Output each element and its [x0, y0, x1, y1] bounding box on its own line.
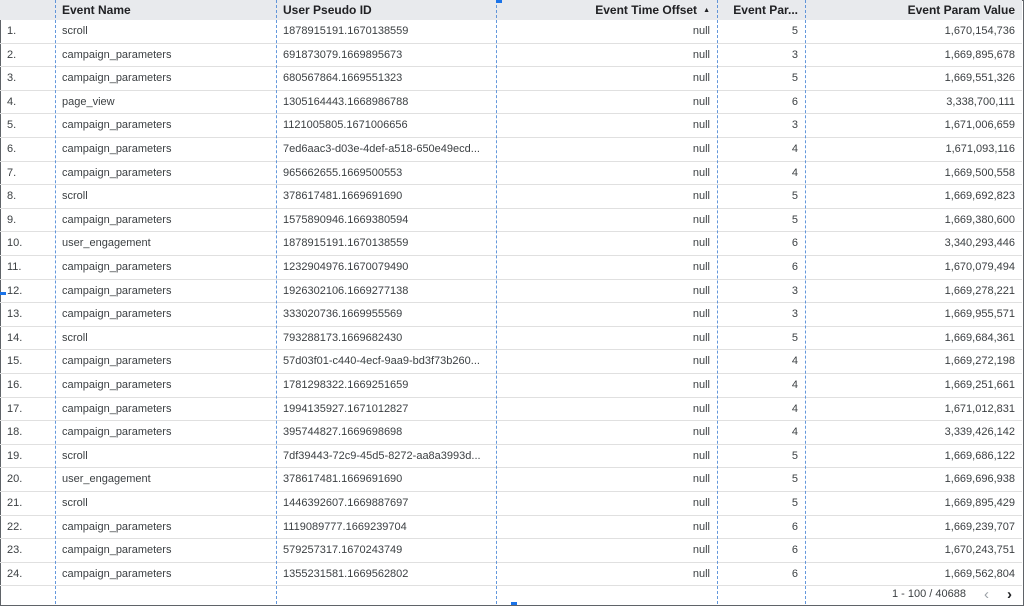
cell-event-name: scroll [62, 331, 88, 344]
table-row[interactable] [0, 539, 1022, 563]
cell-row-number: 7. [7, 166, 17, 179]
cell-event-param-value: 1,669,251,661 [944, 379, 1015, 391]
cell-user-pseudo-id: 1446392607.1669887697 [283, 497, 409, 509]
cell-event-param-value: 1,669,895,678 [944, 48, 1015, 61]
cell-event-param-count: 5 [791, 331, 798, 344]
cell-event-name: scroll [62, 25, 88, 37]
cell-row-number: 12. [7, 284, 23, 297]
cell-event-time-offset: null [692, 95, 710, 108]
cell-user-pseudo-id: 7df39443-72c9-45d5-8272-aa8a3993d... [283, 449, 481, 462]
cell-event-param-count: 5 [791, 213, 798, 226]
cell-event-name: campaign_parameters [62, 261, 172, 273]
table-row[interactable] [0, 138, 1022, 162]
cell-event-name: campaign_parameters [62, 567, 172, 580]
table-row[interactable] [0, 256, 1022, 280]
cell-row-number: 10. [7, 237, 23, 250]
cell-row-number: 3. [7, 72, 17, 85]
cell-event-time-offset: null [692, 48, 710, 61]
cell-user-pseudo-id: 1305164443.1668986788 [283, 95, 409, 108]
cell-event-name: campaign_parameters [62, 308, 172, 321]
cell-event-param-value: 1,669,278,221 [944, 284, 1015, 297]
cell-event-time-offset: null [692, 237, 710, 250]
cell-event-param-count: 5 [791, 25, 798, 37]
cell-event-name: campaign_parameters [62, 544, 172, 557]
cell-event-param-count: 6 [791, 95, 798, 108]
column-header-event-param-value[interactable] [805, 0, 1022, 20]
cell-event-name: campaign_parameters [62, 379, 172, 391]
table-row[interactable] [0, 327, 1022, 351]
cell-event-param-value: 1,670,154,736 [944, 25, 1015, 37]
cell-user-pseudo-id: 378617481.1669691690 [283, 473, 403, 486]
cell-event-name: user_engagement [62, 237, 151, 250]
cell-event-param-count: 6 [791, 520, 798, 533]
cell-event-name: campaign_parameters [62, 355, 172, 368]
cell-event-param-count: 3 [791, 48, 798, 61]
cell-event-param-count: 6 [791, 261, 798, 273]
cell-event-name: campaign_parameters [62, 520, 172, 533]
column-header-label: Event Param Value [907, 3, 1015, 17]
cell-event-param-value: 1,669,955,571 [944, 308, 1015, 321]
column-header-event-name[interactable] [55, 0, 276, 20]
cell-event-time-offset: null [692, 567, 710, 580]
cell-event-param-count: 3 [791, 284, 798, 297]
cell-user-pseudo-id: 1878915191.1670138559 [283, 25, 409, 37]
cell-row-number: 19. [7, 449, 23, 462]
table-row[interactable] [0, 280, 1022, 304]
cell-event-time-offset: null [692, 308, 710, 321]
cell-event-time-offset: null [692, 331, 710, 344]
table-row[interactable] [0, 350, 1022, 374]
cell-event-param-count: 5 [791, 473, 798, 486]
cell-event-time-offset: null [692, 284, 710, 297]
cell-event-time-offset: null [692, 355, 710, 368]
cell-event-name: campaign_parameters [62, 166, 172, 179]
cell-event-param-value: 1,669,500,558 [944, 166, 1015, 179]
cell-row-number: 4. [7, 95, 17, 108]
cell-event-param-count: 3 [791, 119, 798, 132]
cell-user-pseudo-id: 378617481.1669691690 [283, 190, 403, 203]
cell-event-param-count: 4 [791, 166, 798, 179]
cell-user-pseudo-id: 1232904976.1670079490 [283, 261, 409, 273]
table-row[interactable] [0, 516, 1022, 540]
sort-ascending-icon[interactable]: ▲ [703, 7, 710, 14]
cell-event-time-offset: null [692, 449, 710, 462]
cell-event-time-offset: null [692, 473, 710, 486]
cell-event-time-offset: null [692, 520, 710, 533]
column-header-label: Event Name [62, 3, 131, 17]
column-divider[interactable] [276, 0, 277, 604]
cell-event-param-value: 1,671,012,831 [944, 402, 1015, 415]
cell-event-param-value: 1,671,093,116 [945, 143, 1015, 155]
table-row[interactable] [0, 20, 1022, 44]
column-header-event-time-offset[interactable] [496, 0, 717, 20]
cell-user-pseudo-id: 579257317.1670243749 [283, 544, 403, 557]
column-header-row-number [0, 0, 55, 20]
cell-row-number: 24. [7, 567, 23, 580]
cell-user-pseudo-id: 1926302106.1669277138 [283, 284, 409, 297]
cell-event-param-value: 1,669,686,122 [944, 449, 1015, 462]
cell-event-param-value: 1,669,696,938 [944, 473, 1015, 486]
next-page-icon[interactable]: › [1007, 585, 1012, 603]
cell-user-pseudo-id: 1355231581.1669562802 [283, 567, 409, 580]
cell-event-param-value: 3,340,293,446 [944, 237, 1015, 250]
cell-event-param-value: 1,669,272,198 [944, 355, 1015, 368]
previous-page-icon[interactable]: ‹ [984, 585, 989, 603]
cell-row-number: 9. [7, 213, 17, 226]
cell-event-param-value: 1,669,380,600 [944, 213, 1015, 226]
cell-row-number: 16. [7, 379, 23, 391]
cell-event-param-value: 1,670,079,494 [944, 261, 1015, 273]
cell-user-pseudo-id: 395744827.1669698698 [283, 426, 403, 439]
cell-event-name: user_engagement [62, 473, 151, 486]
column-header-label: Event Time Offset [595, 3, 698, 17]
table-row[interactable] [0, 398, 1022, 422]
cell-event-param-value: 1,669,562,804 [944, 567, 1015, 580]
cell-event-param-count: 4 [791, 426, 798, 439]
cell-event-time-offset: null [692, 261, 710, 273]
cell-event-name: campaign_parameters [62, 48, 172, 61]
table-row[interactable] [0, 563, 1022, 587]
column-header-user-pseudo-id[interactable] [276, 0, 496, 20]
cell-row-number: 1. [7, 25, 17, 37]
table-row[interactable] [0, 445, 1022, 469]
cell-event-param-value: 1,669,692,823 [944, 190, 1015, 203]
cell-event-time-offset: null [692, 497, 710, 509]
cell-event-time-offset: null [692, 25, 710, 37]
cell-event-name: page_view [62, 95, 115, 108]
cell-row-number: 8. [7, 190, 17, 203]
cell-row-number: 23. [7, 544, 23, 557]
column-divider[interactable] [496, 0, 497, 604]
cell-event-time-offset: null [692, 544, 710, 557]
table-row[interactable] [0, 185, 1022, 209]
table-header [0, 0, 1022, 20]
cell-row-number: 15. [7, 355, 23, 368]
cell-user-pseudo-id: 793288173.1669682430 [283, 331, 403, 344]
cell-event-name: campaign_parameters [62, 213, 172, 226]
cell-event-time-offset: null [692, 190, 710, 203]
table-row[interactable] [0, 44, 1022, 68]
cell-event-time-offset: null [692, 119, 710, 132]
cell-event-param-value: 1,671,006,659 [944, 119, 1015, 132]
cell-row-number: 14. [7, 331, 23, 344]
column-divider[interactable] [55, 0, 56, 604]
cell-event-param-count: 5 [791, 72, 798, 85]
cell-row-number: 6. [7, 143, 17, 155]
cell-event-param-count: 6 [791, 567, 798, 580]
cell-event-param-value: 1,670,243,751 [944, 544, 1015, 557]
column-header-label: User Pseudo ID [283, 3, 372, 17]
selection-handle[interactable] [496, 0, 502, 3]
cell-user-pseudo-id: 57d03f01-c440-4ecf-9aa9-bd3f73b260... [283, 355, 480, 368]
cell-event-param-count: 3 [791, 308, 798, 321]
cell-event-name: scroll [62, 449, 88, 462]
cell-event-time-offset: null [692, 379, 710, 391]
cell-event-param-count: 6 [791, 237, 798, 250]
cell-event-time-offset: null [692, 166, 710, 179]
table-row[interactable] [0, 162, 1022, 186]
cell-event-time-offset: null [692, 426, 710, 439]
cell-event-param-count: 4 [791, 143, 798, 155]
cell-user-pseudo-id: 7ed6aac3-d03e-4def-a518-650e49ecd... [283, 143, 480, 155]
table-row[interactable] [0, 468, 1022, 492]
cell-event-name: campaign_parameters [62, 119, 172, 132]
cell-user-pseudo-id: 1878915191.1670138559 [283, 237, 409, 250]
cell-row-number: 2. [7, 48, 17, 61]
table-row[interactable] [0, 303, 1022, 327]
cell-event-param-count: 5 [791, 497, 798, 509]
cell-event-param-value: 1,669,239,707 [944, 520, 1015, 533]
cell-user-pseudo-id: 680567864.1669551323 [283, 72, 403, 85]
cell-event-name: campaign_parameters [62, 72, 172, 85]
pagination-bar [892, 585, 1012, 603]
column-divider[interactable] [717, 0, 718, 604]
cell-row-number: 17. [7, 402, 23, 415]
cell-event-name: scroll [62, 497, 88, 509]
cell-user-pseudo-id: 965662655.1669500553 [283, 166, 403, 179]
table-row[interactable] [0, 421, 1022, 445]
cell-user-pseudo-id: 1119089777.1669239704 [283, 520, 407, 533]
table-row[interactable] [0, 374, 1022, 398]
cell-user-pseudo-id: 1575890946.1669380594 [283, 213, 409, 226]
cell-user-pseudo-id: 333020736.1669955569 [283, 308, 403, 321]
cell-row-number: 11. [7, 261, 22, 273]
table-row[interactable] [0, 67, 1022, 91]
table-row[interactable] [0, 114, 1022, 138]
cell-event-param-count: 4 [791, 355, 798, 368]
table-row[interactable] [0, 91, 1022, 115]
selection-handle[interactable] [511, 602, 517, 605]
selection-handle[interactable] [0, 292, 6, 295]
cell-event-param-value: 3,339,426,142 [944, 426, 1015, 439]
cell-event-param-count: 5 [791, 190, 798, 203]
cell-event-name: scroll [62, 190, 88, 203]
pagination-range: 1 - 100 / 40688 [891, 588, 966, 600]
cell-event-param-count: 5 [791, 449, 798, 462]
cell-event-param-value: 1,669,895,429 [944, 497, 1015, 509]
cell-event-time-offset: null [692, 402, 710, 415]
table-row[interactable] [0, 232, 1022, 256]
cell-event-name: campaign_parameters [62, 426, 172, 439]
table-row[interactable] [0, 492, 1022, 516]
cell-row-number: 20. [7, 473, 23, 486]
table-row[interactable] [0, 209, 1022, 233]
cell-user-pseudo-id: 691873079.1669895673 [283, 48, 403, 61]
cell-user-pseudo-id: 1994135927.1671012827 [283, 402, 409, 415]
cell-event-param-count: 4 [791, 379, 798, 391]
cell-user-pseudo-id: 1781298322.1669251659 [283, 379, 409, 391]
cell-event-param-count: 4 [791, 402, 798, 415]
cell-row-number: 21. [7, 497, 23, 509]
cell-event-name: campaign_parameters [62, 402, 172, 415]
cell-event-param-value: 3,338,700,111 [946, 95, 1015, 108]
column-divider[interactable] [805, 0, 806, 604]
cell-event-time-offset: null [692, 72, 710, 85]
cell-user-pseudo-id: 1121005805.1671006656 [283, 119, 408, 132]
cell-row-number: 18. [7, 426, 23, 439]
column-header-event-param-count[interactable] [717, 0, 805, 20]
cell-event-time-offset: null [692, 213, 710, 226]
cell-event-name: campaign_parameters [62, 284, 172, 297]
column-header-label: Event Par... [733, 3, 798, 17]
cell-event-name: campaign_parameters [62, 143, 172, 155]
cell-row-number: 22. [7, 520, 23, 533]
cell-row-number: 5. [7, 119, 17, 132]
cell-row-number: 13. [7, 308, 23, 321]
cell-event-param-value: 1,669,684,361 [944, 331, 1015, 344]
cell-event-time-offset: null [692, 143, 710, 155]
cell-event-param-value: 1,669,551,326 [944, 72, 1015, 85]
cell-event-param-count: 6 [791, 544, 798, 557]
